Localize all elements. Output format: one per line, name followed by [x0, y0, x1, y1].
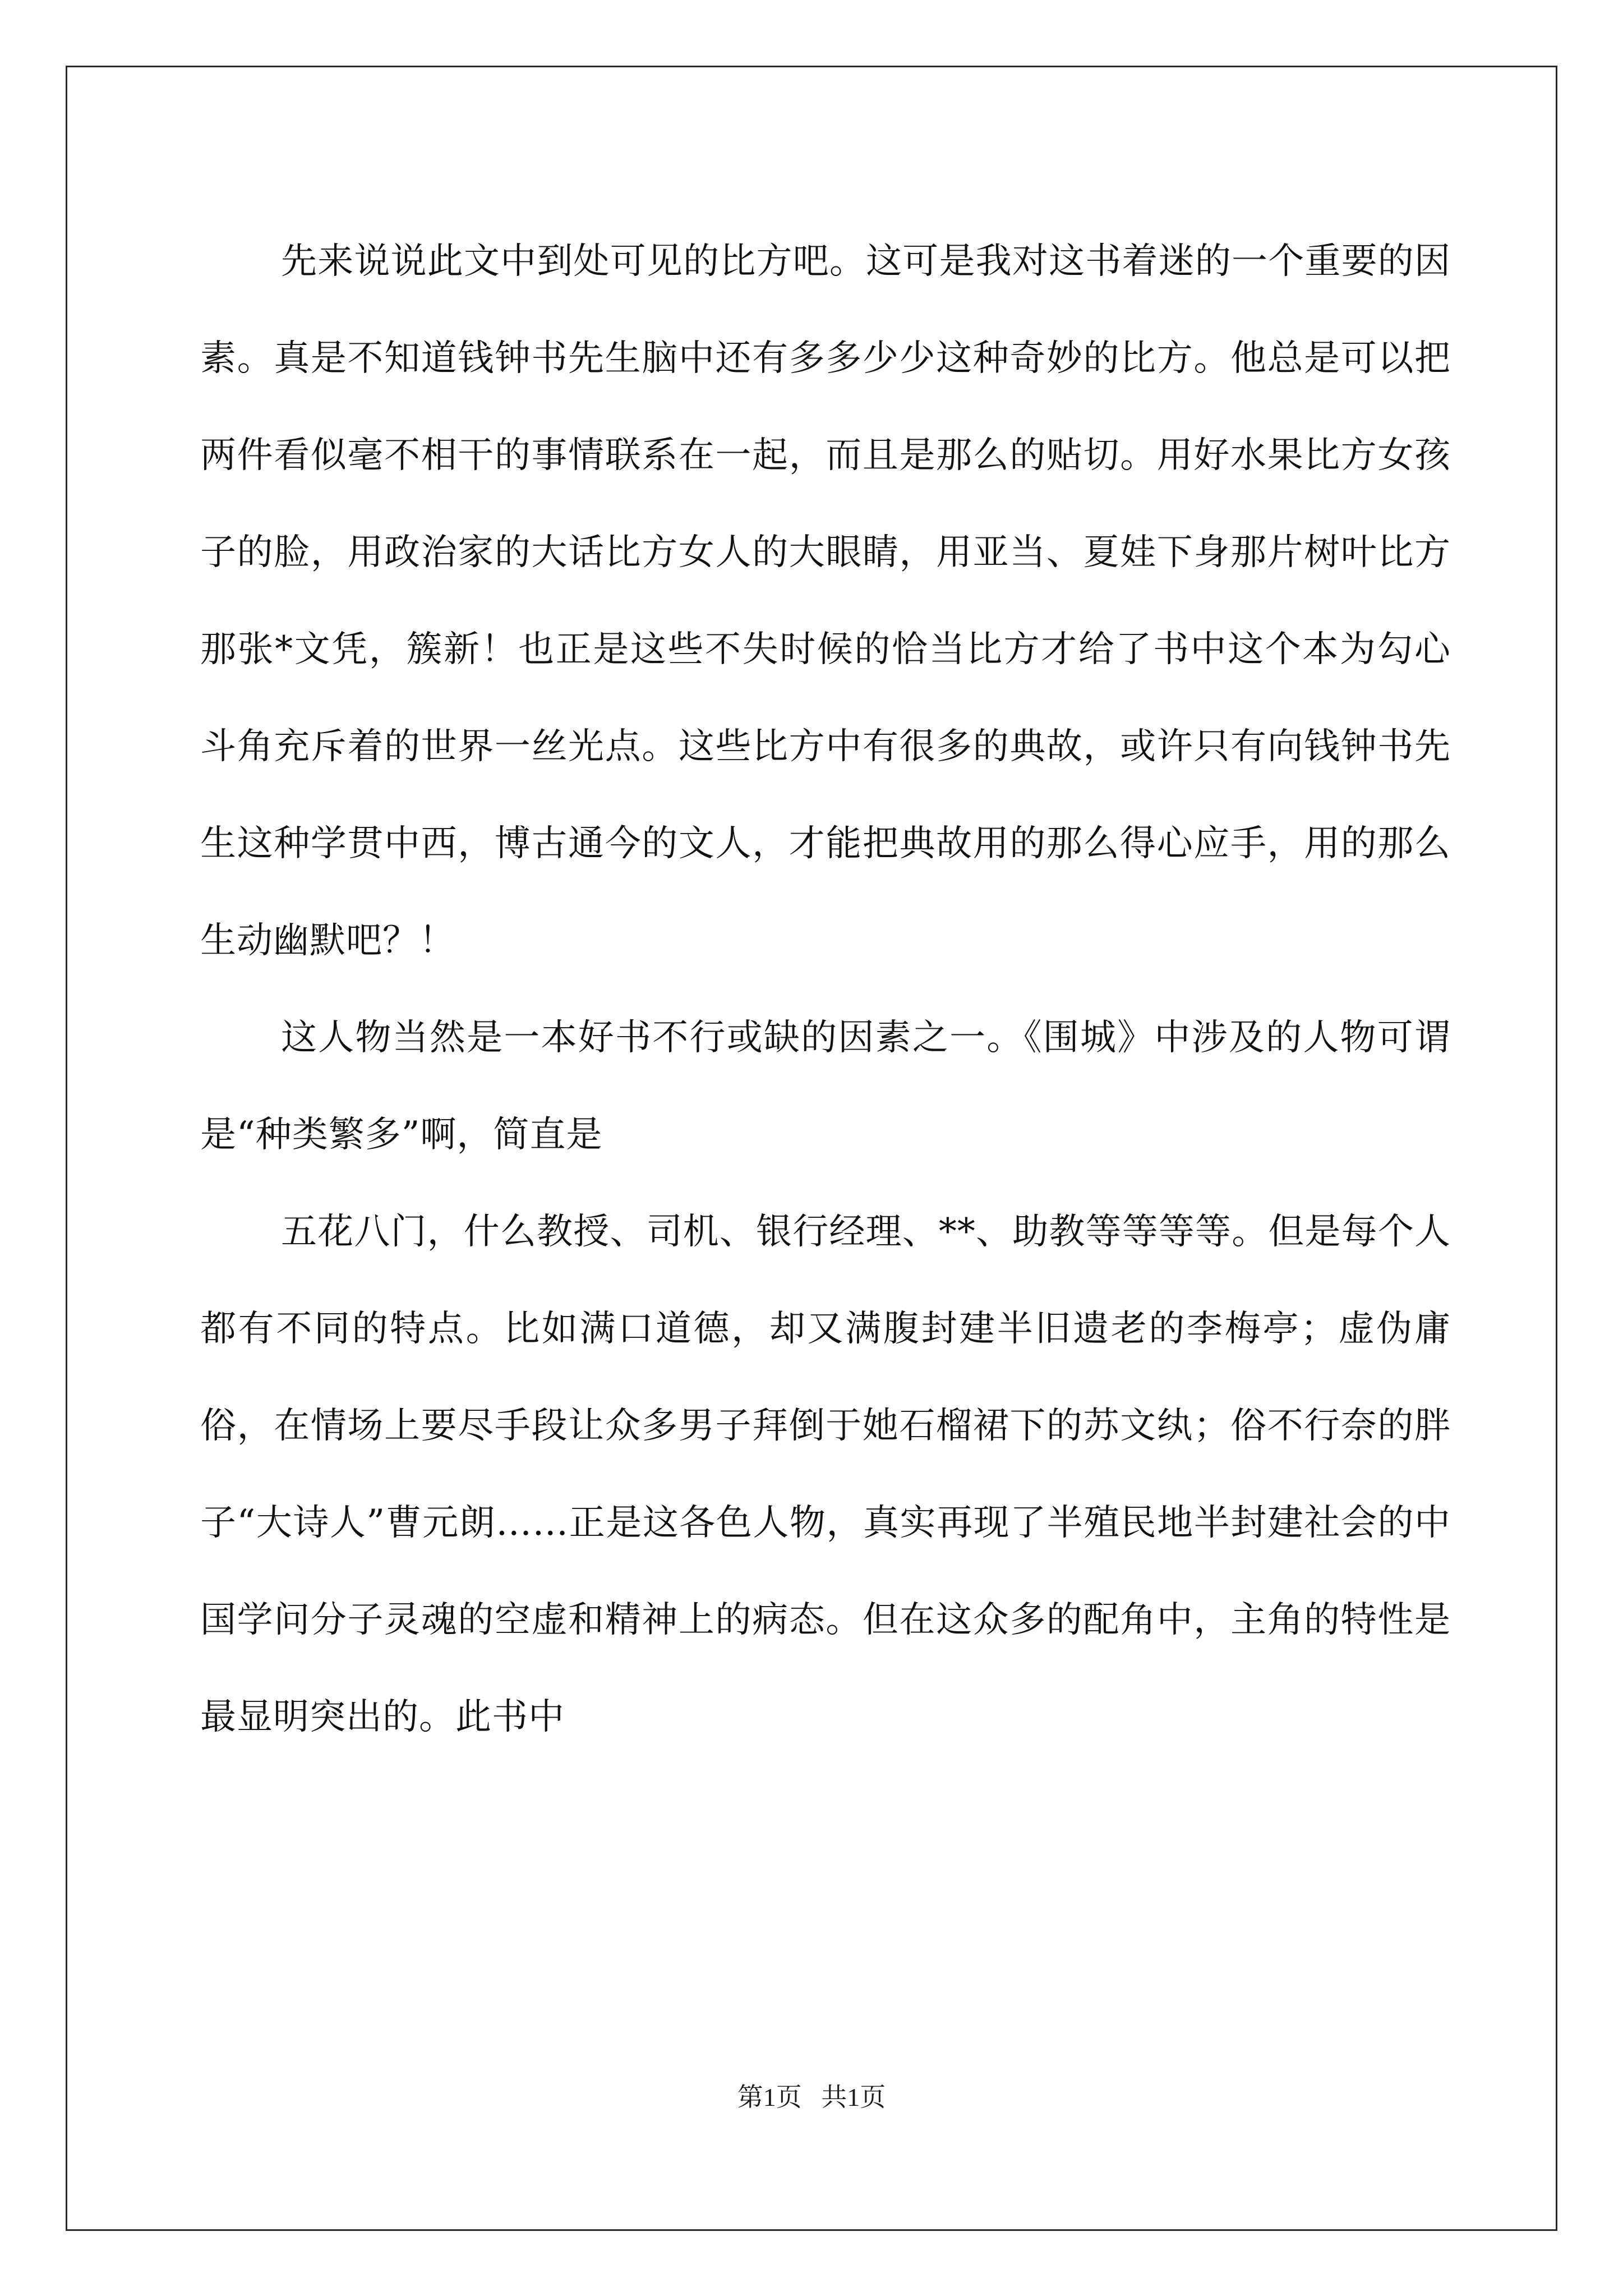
- paragraph-character-types: 五花八门，什么教授、司机、银行经理、**、助教等等等等。但是每个人都有不同的特点。比如满口道德，却又满腹封建半旧遗老的李梅亭；虚伪庸俗，在情场上要尽手段让众多男子拜倒于她石榴裙下的苏文纨；俗不行奈的胖子“大诗人”曹元朗……正是这各色人物，真实再现了半殖民地半封建社会的中国学问分子灵魂的空虚和精神上的病态。但在这众多的配角中，主角的特性是最显明突出的。此书中: [200, 1211, 1451, 1738]
- paragraph-characters: 这人物当然是一本好书不行或缺的因素之一。《围城》中涉及的人物可谓是“种类繁多”啊，简直是: [200, 1017, 1451, 1156]
- paragraph-metaphors: 先来说说此文中到处可见的比方吧。这可是我对这书着迷的一个重要的因素。真是不知道钱钟书先生脑中还有多多少少这种奇妙的比方。他总是可以把两件看似毫不相干的事情联系在一起，而且是那么的贴切。用好水果比方女孩子的脸，用政治家的大话比方女人的大眼睛，用亚当、夏娃下身那片树叶比方那张*文凭，簇新！也正是这些不失时候的恰当比方才给了书中这个本为勾心斗角充斥着的世界一丝光点。这些比方中有很多的典故，或许只有向钱钟书先生这种学贯中西，博古通今的文人，才能把典故用的那么得心应手，用的那么生动幽默吧？！: [200, 241, 1451, 961]
- document-body: [200, 213, 1451, 1766]
- page-footer: 第1页 共1页: [737, 2083, 886, 2111]
